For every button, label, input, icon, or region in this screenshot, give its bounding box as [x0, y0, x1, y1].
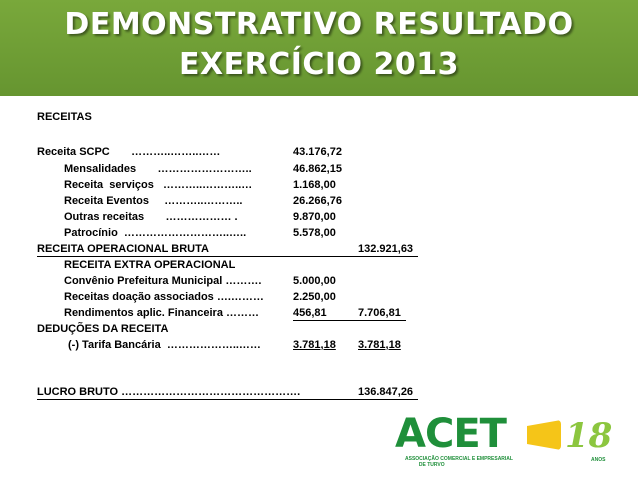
eventos-label: Receita Eventos ………..………..: [64, 195, 243, 207]
scpc-value: 43.176,72: [293, 146, 342, 158]
lucro-total: 136.847,26: [358, 386, 414, 398]
lucro-label: LUCRO BRUTO ………………………………………….: [37, 386, 301, 398]
mensalidades-label: Mensalidades ……………………..: [64, 163, 252, 175]
receitas-heading: RECEITAS: [37, 111, 92, 123]
extra-underline: [293, 320, 406, 321]
outras-label: Outras receitas ……………… .: [64, 211, 238, 223]
outras-value: 9.870,00: [293, 211, 336, 223]
logo-anos: ANOS: [591, 457, 606, 463]
operacional-underline: [37, 256, 418, 257]
convenio-value: 5.000,00: [293, 275, 336, 287]
convenio-label: Convênio Prefeitura Municipal ……….: [64, 275, 262, 287]
scpc-label: Receita SCPC ………..……..……: [37, 146, 221, 158]
title-banner: [0, 0, 638, 96]
logo-wordmark: ACET: [395, 411, 506, 457]
tarifa-label: (-) Tarifa Bancária ………………..……: [68, 339, 261, 351]
operacional-label: RECEITA OPERACIONAL BRUTA: [37, 243, 209, 255]
page-title-line-1: DEMONSTRATIVO RESULTADO: [64, 7, 574, 42]
doacao-label: Receitas doação associados ….………: [64, 291, 264, 303]
tarifa-value: 3.781,18: [293, 339, 336, 351]
servicos-label: Receita serviços ………..………..…: [64, 179, 253, 191]
logo-years: 18: [565, 416, 613, 456]
doacao-value: 2.250,00: [293, 291, 336, 303]
rendimentos-label: Rendimentos aplic. Financeira ………: [64, 307, 259, 319]
deducoes-heading: DEDUÇÕES DA RECEITA: [37, 323, 169, 335]
lucro-underline: [37, 399, 418, 400]
page-title-line-2: EXERCÍCIO 2013: [178, 47, 460, 82]
logo-subtitle: ASSOCIAÇÃO COMERCIAL E EMPRESARIAL DE TURVO: [405, 456, 513, 468]
eventos-value: 26.266,76: [293, 195, 342, 207]
extra-total: 7.706,81: [358, 307, 401, 319]
patrocinio-label: Patrocínio ………………………..…..: [64, 227, 247, 239]
mensalidades-value: 46.862,15: [293, 163, 342, 175]
logo-flag-icon: [527, 420, 561, 450]
tarifa-total: 3.781,18: [358, 339, 401, 351]
acet-logo: [395, 412, 620, 474]
extra-heading: RECEITA EXTRA OPERACIONAL: [64, 259, 236, 271]
servicos-value: 1.168,00: [293, 179, 336, 191]
operacional-total: 132.921,63: [358, 243, 414, 255]
rendimentos-value: 456,81: [293, 307, 327, 319]
patrocinio-value: 5.578,00: [293, 227, 336, 239]
